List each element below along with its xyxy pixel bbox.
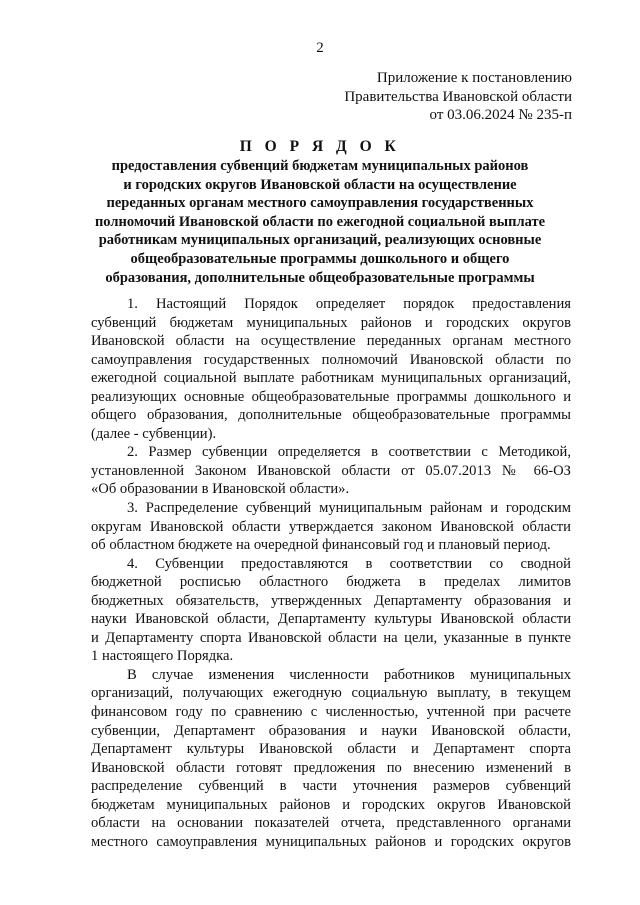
paragraph-line: (далее - субвенции). [91,425,217,442]
subtitle-line: образования, дополнительные общеобразовательные программы [105,269,535,286]
paragraph-line: Департамент культуры Ивановской области и Департамент спорта [91,741,571,758]
paragraph-4 [91,555,571,666]
paragraph-line: распределение субвенций в части уточнения размеров субвенций [91,778,571,795]
paragraph-line: 3. Распределение субвенций муниципальным районам и городским [127,500,571,517]
appendix-line: от 03.06.2024 № 235-п [429,107,572,123]
paragraph-line: субвенций бюджетам муниципальных районов и городских округов [91,314,571,331]
paragraph-line: Ивановской области готовят предложения по внесению изменений в [91,759,571,776]
paragraph-line: местного самоуправления муниципальных районов и городских округов [91,833,571,850]
appendix-line: Правительства Ивановской области [344,88,572,105]
paragraph-line: ежегодной социальной выплате работникам муниципальных организаций, [91,370,571,387]
paragraph-line: субвенции, Департамент образования и науки Ивановской области, [91,722,571,739]
subtitle-line: и городских округов Ивановской области на осуществление [123,176,517,193]
paragraph-line: «Об образовании в Ивановской области». [91,481,350,498]
paragraph-line: бюджетной росписью областного бюджета в пределах лимитов [91,574,571,591]
document-subtitle [70,157,570,287]
paragraph-line: Ивановской области на осуществление переданных органам местного [91,333,571,350]
paragraph-line: самоуправления государственных полномочий Ивановской области по [91,351,571,368]
paragraph-line: реализующих основные общеобразовательные программы дошкольного и [91,388,571,405]
paragraph-1 [91,295,571,443]
paragraph-line: общего образования, дополнительные общеобразовательные программы [91,407,571,424]
paragraph-line: установленной Законом Ивановской области от 05.07.2013 № 66-ОЗ [91,462,571,479]
document-body [91,295,571,851]
paragraph-line: В случае изменения численности работников муниципальных [127,666,571,683]
subtitle-line: предоставления субвенций бюджетам муниципальных районов [111,158,529,174]
paragraph-line: 4. Субвенции предоставляются в соответствии со сводной [127,555,571,572]
paragraph-line: 1. Настоящий Порядок определяет порядок предоставления [127,296,571,312]
subtitle-line: работникам муниципальных организаций, реализующих основные [98,232,542,249]
paragraph-line: об областном бюджете на очередной финансовый год и плановый период. [91,537,551,554]
paragraph-line: области на основании показателей отчета, представленного органами [91,815,571,832]
paragraph-line: бюджетам муниципальных районов и городских округов Ивановской [91,796,571,813]
paragraph-3 [91,499,571,555]
paragraph-2 [91,443,571,499]
paragraph-line: и Департаменту спорта Ивановской области на цели, указанные в пункте [91,629,571,646]
subtitle-line: общеобразовательные программы дошкольного и общего [130,250,510,267]
subtitle-line: полномочий Ивановской области по ежегодной социальной выплате [94,213,546,230]
paragraph-line: бюджетных обязательств, утвержденных Департаменту образования и [91,592,571,609]
paragraph-line: округам Ивановской области утверждается законом Ивановской области [91,518,571,535]
paragraph-5 [91,666,571,851]
paragraph-line: организаций, получающих ежегодную социальную выплату, в текущем [91,685,571,702]
document-title: П О Р Я Д О К [239,138,401,155]
appendix-line: Приложение к постановлению [376,70,572,86]
page-number: 2 [316,40,324,56]
paragraph-line: финансовом году по сравнению с численностью, учтенной при расчете [91,704,571,721]
paragraph-line: 2. Размер субвенции определяется в соответствии с Методикой, [127,444,571,461]
paragraph-line: науки Ивановской области, Департаменту культуры Ивановской области [91,611,571,628]
paragraph-line: 1 настоящего Порядка. [91,648,234,665]
appendix-header [344,69,572,125]
subtitle-line: переданных органам местного самоуправления государственных [106,195,534,212]
